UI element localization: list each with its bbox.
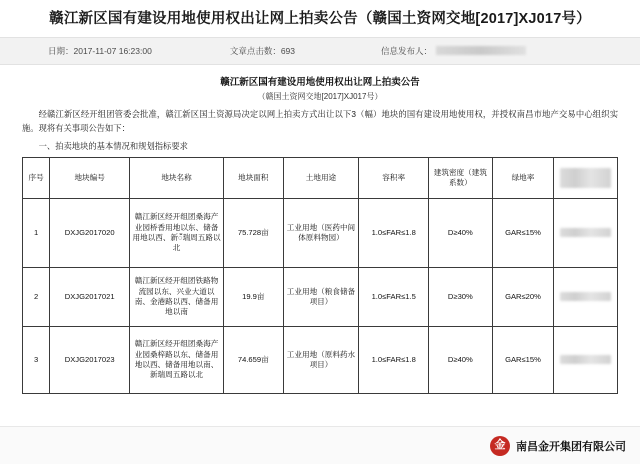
cell-redacted [554, 267, 618, 326]
header-code: 地块编号 [50, 157, 130, 198]
view-count: 文章点击数：693 [229, 45, 295, 56]
cell-far: 1.0≤FAR≤1.8 [359, 326, 429, 393]
header-name: 地块名称 [130, 157, 224, 198]
cell-density: D≥30% [429, 267, 493, 326]
publisher-label: 信息发布人： [381, 45, 433, 56]
cell-code: DXJG2017023 [50, 326, 130, 393]
header-area: 地块面积 [224, 157, 284, 198]
cell-green-ratio: GAR≤20% [492, 267, 554, 326]
cell-green-ratio: GAR≤15% [492, 326, 554, 393]
table-header-row [23, 157, 618, 198]
cell-density: D≥40% [429, 198, 493, 267]
publisher-value-redacted [436, 46, 526, 55]
document-paragraph-1: 经赣江新区经开组团管委会批准，赣江新区国土资源局决定以网上拍卖方式出让以下3（幅）地块的国有建设用地使用权，并授权南昌市地产交易中心组织实施。现将有关事项公告如下： [22, 109, 618, 134]
header-far: 容积率 [359, 157, 429, 198]
table-row [23, 198, 618, 267]
page-title: 赣江新区国有建设用地使用权出让网上拍卖公告（赣国土资网交地[2017]XJ017号） [49, 11, 591, 27]
cell-seq: 3 [23, 326, 50, 393]
document-title: 赣江新区国有建设用地使用权出让网上拍卖公告 [220, 76, 420, 88]
brand-block[interactable] [490, 436, 626, 456]
cell-name: 赣江新区经开组团铁路物流园以东、兴业大道以南、金港路以西、储备用地以南 [130, 267, 224, 326]
header-seq: 序号 [23, 157, 50, 198]
article-banner [0, 0, 640, 37]
cell-seq: 1 [23, 198, 50, 267]
document-subtitle: （赣国土资网交地[2017]XJ017号） [257, 92, 383, 102]
publish-date: 日期：2017-11-07 16:23:00 [48, 45, 152, 56]
cell-far: 1.0≤FAR≤1.5 [359, 267, 429, 326]
cell-code: DXJG2017021 [50, 267, 130, 326]
header-use: 土地用途 [283, 157, 359, 198]
redacted-block [560, 228, 610, 237]
company-name: 南昌金开集团有限公司 [516, 440, 626, 453]
header-green-ratio: 绿地率 [492, 157, 554, 198]
cell-name: 赣江新区经开组团桑海产业园桑梓路以东、储备用地以西、储备用地以南、新瑞周五路以北 [130, 326, 224, 393]
cell-use: 工业用地（医药中间体原料物园） [283, 198, 359, 267]
cell-area: 74.659亩 [224, 326, 284, 393]
document-body [0, 65, 640, 394]
cell-use: 工业用地（原料药水项目） [283, 326, 359, 393]
redacted-block [560, 355, 610, 364]
cell-green-ratio: GAR≤15% [492, 198, 554, 267]
cell-redacted [554, 326, 618, 393]
header-redacted [554, 157, 618, 198]
company-logo-icon: 金 [490, 436, 510, 456]
cell-code: DXJG2017020 [50, 198, 130, 267]
cell-name: 赣江新区经开组团桑海产业园桥香用地以东、储备用地以西、新ँ瑞周五路以北 [130, 198, 224, 267]
table-row [23, 326, 618, 393]
header-density: 建筑密度（建筑系数） [429, 157, 493, 198]
cell-area: 75.728亩 [224, 198, 284, 267]
cell-density: D≥40% [429, 326, 493, 393]
redacted-block [560, 292, 610, 301]
cell-redacted [554, 198, 618, 267]
footer-bar [0, 426, 640, 464]
cell-seq: 2 [23, 267, 50, 326]
cell-area: 19.9亩 [224, 267, 284, 326]
redacted-block [560, 168, 610, 188]
document-section-1: 一、拍卖地块的基本情况和规划指标要求 [38, 140, 188, 151]
cell-use: 工业用地（粮食储备项目） [283, 267, 359, 326]
land-parcel-table [22, 157, 618, 394]
article-meta-bar [0, 37, 640, 65]
cell-far: 1.0≤FAR≤1.8 [359, 198, 429, 267]
table-row [23, 267, 618, 326]
